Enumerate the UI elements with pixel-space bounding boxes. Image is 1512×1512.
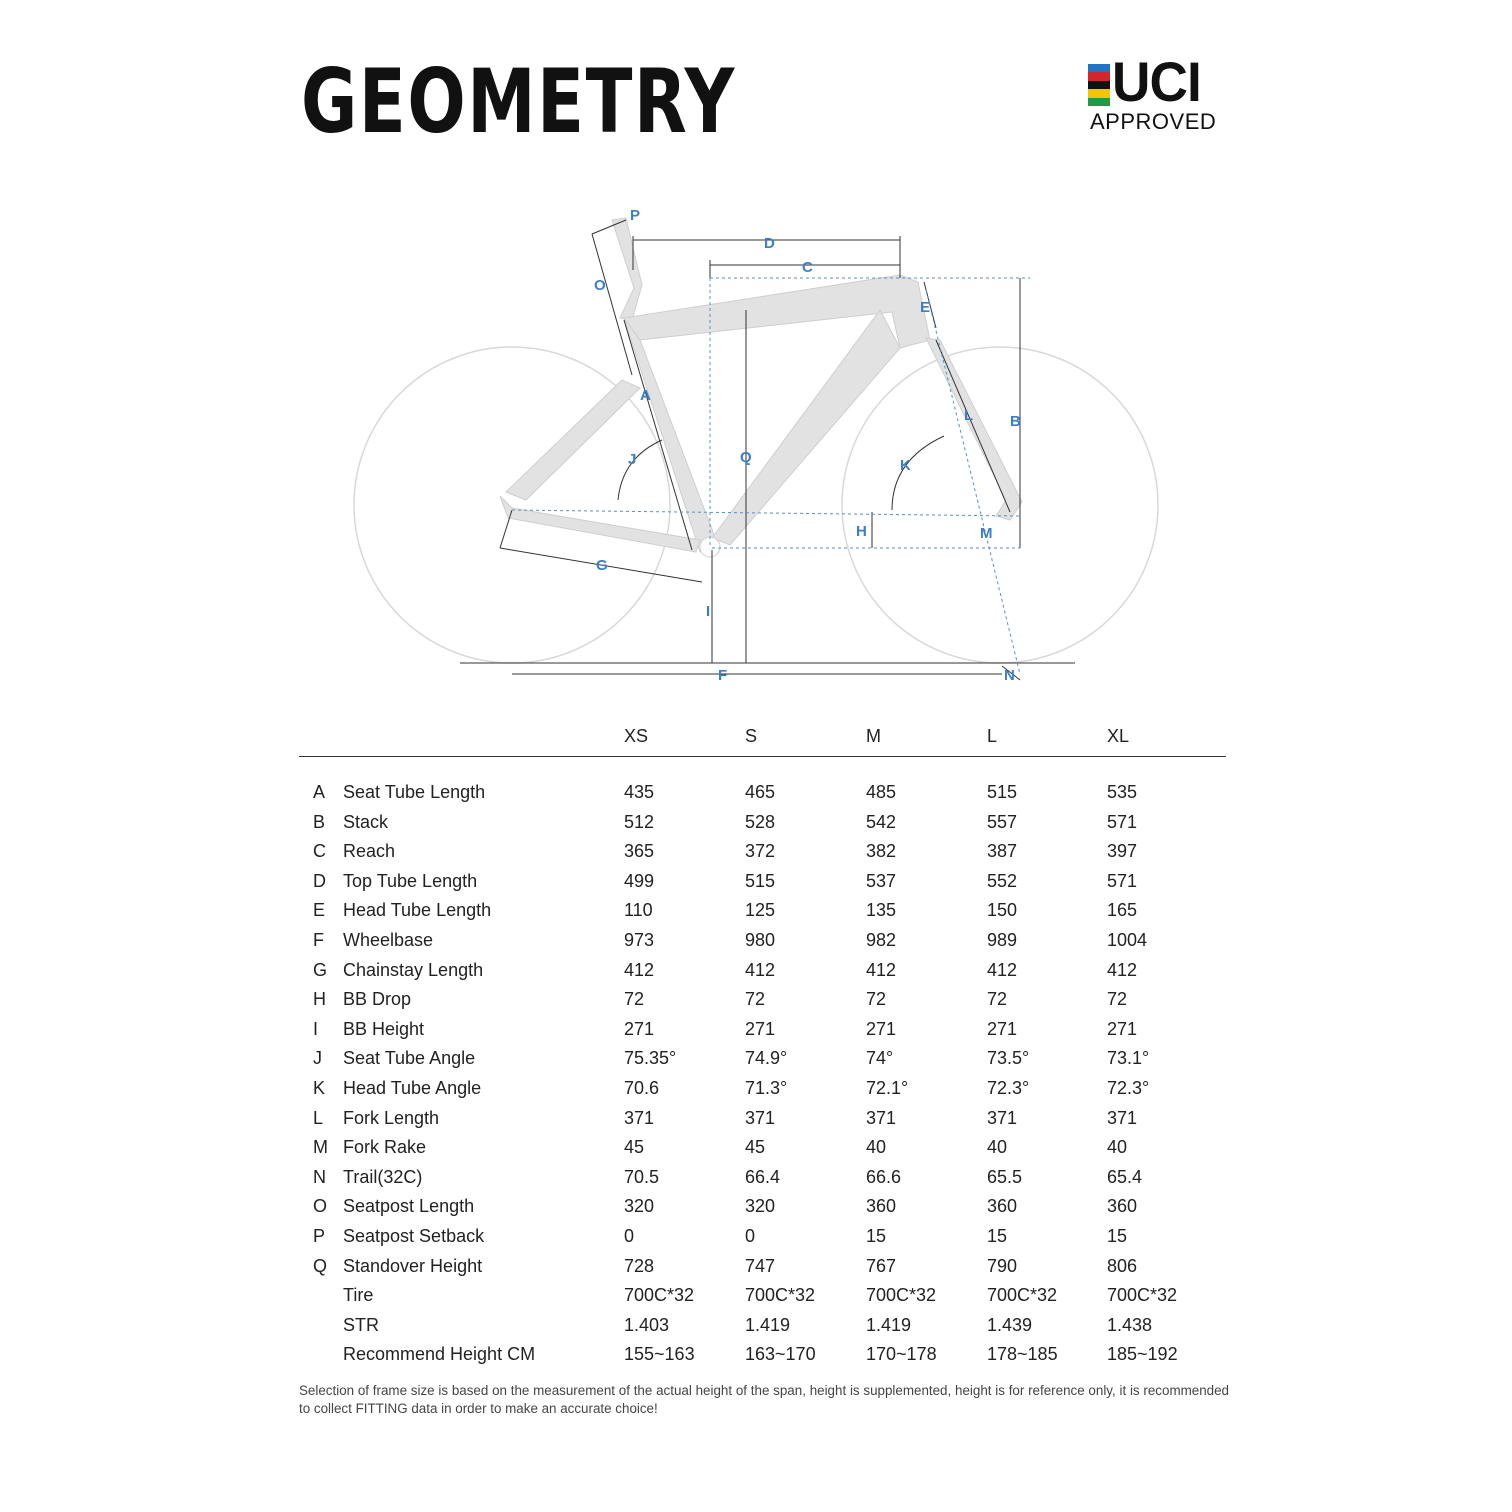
stripe — [1088, 98, 1110, 106]
row-letter: E — [313, 900, 326, 921]
rainbow-stripes-icon — [1088, 64, 1110, 106]
row-value: 360 — [987, 1196, 1018, 1217]
row-value: 40 — [866, 1137, 887, 1158]
table-row — [299, 1194, 1226, 1224]
table-row — [299, 1106, 1226, 1136]
row-name: Stack — [343, 811, 389, 832]
row-name: BB Drop — [343, 989, 412, 1010]
row-name: Recommend Height CM — [343, 1344, 536, 1365]
row-value: 320 — [745, 1196, 776, 1217]
page-title: GEOMETRY — [301, 50, 736, 153]
row-value: 700C*32 — [745, 1285, 816, 1306]
row-value: 40 — [1107, 1137, 1128, 1158]
row-name: Wheelbase — [343, 929, 434, 950]
row-value: 980 — [745, 929, 776, 950]
row-value: 170~178 — [866, 1344, 937, 1365]
row-value: 552 — [987, 870, 1018, 891]
table-row — [299, 987, 1226, 1017]
table-row — [299, 1135, 1226, 1165]
row-name: Top Tube Length — [343, 870, 478, 891]
row-value: 74° — [866, 1048, 894, 1069]
row-letter: I — [313, 1018, 319, 1039]
diagram-label-e: E — [920, 299, 931, 316]
row-value: 65.5 — [987, 1166, 1023, 1187]
row-value: 1.419 — [745, 1314, 791, 1335]
row-name: Trail(32C) — [343, 1166, 423, 1187]
row-value: 15 — [987, 1225, 1008, 1246]
row-letter: H — [313, 989, 326, 1010]
stripe — [1088, 64, 1110, 72]
row-value: 371 — [624, 1107, 655, 1128]
row-name: Seat Tube Angle — [343, 1048, 476, 1069]
row-letter: N — [313, 1166, 326, 1187]
row-value: 66.6 — [866, 1166, 902, 1187]
size-header-xl: XL — [1107, 726, 1130, 746]
row-value: 372 — [745, 841, 776, 862]
row-value: 165 — [1107, 900, 1138, 921]
diagram-label-p: P — [630, 207, 641, 224]
uci-logo-subtext: APPROVED — [1090, 109, 1217, 134]
row-value: 512 — [624, 811, 655, 832]
table-row — [299, 869, 1226, 899]
row-value: 125 — [745, 900, 776, 921]
row-letter: D — [313, 870, 326, 891]
row-value: 790 — [987, 1255, 1018, 1276]
row-letter: Q — [313, 1255, 328, 1276]
row-value: 982 — [866, 929, 897, 950]
row-value: 271 — [866, 1018, 897, 1039]
diagram-label-j: J — [628, 451, 637, 468]
row-value: 973 — [624, 929, 655, 950]
row-name: Seatpost Setback — [343, 1225, 485, 1246]
row-value: 365 — [624, 841, 655, 862]
uci-logo-text: UCI — [1112, 50, 1201, 113]
row-value: 387 — [987, 841, 1018, 862]
row-value: 557 — [987, 811, 1018, 832]
row-value: 1004 — [1107, 929, 1148, 950]
diagram-label-g: G — [596, 557, 608, 574]
row-value: 537 — [866, 870, 897, 891]
footnote: Selection of frame size is based on the measurement of the actual height of the span, height is supplemented, height is for reference only, it is recommended to collect FITTING data in order to make an accurate choice! — [299, 1383, 1229, 1416]
table-row — [299, 1046, 1226, 1076]
geometry-table — [299, 780, 1226, 1372]
row-value: 45 — [624, 1137, 645, 1158]
row-name: STR — [343, 1314, 379, 1335]
row-value: 72.3° — [987, 1077, 1030, 1098]
row-name: Standover Height — [343, 1255, 483, 1276]
row-value: 700C*32 — [866, 1285, 937, 1306]
row-value: 700C*32 — [624, 1285, 695, 1306]
table-row — [299, 780, 1226, 810]
row-value: 767 — [866, 1255, 897, 1276]
row-value: 15 — [866, 1225, 887, 1246]
row-value: 465 — [745, 782, 776, 802]
size-header-s: S — [745, 726, 758, 746]
row-value: 412 — [987, 959, 1018, 980]
row-letter: J — [313, 1048, 322, 1069]
row-value: 435 — [624, 782, 655, 802]
row-value: 1.438 — [1107, 1314, 1153, 1335]
row-value: 320 — [624, 1196, 655, 1217]
row-value: 485 — [866, 782, 897, 802]
row-value: 412 — [1107, 959, 1138, 980]
row-value: 412 — [624, 959, 655, 980]
row-value: 371 — [866, 1107, 897, 1128]
table-row — [299, 1224, 1226, 1254]
table-row — [299, 810, 1226, 840]
row-value: 371 — [1107, 1107, 1138, 1128]
stripe — [1088, 89, 1110, 97]
row-value: 135 — [866, 900, 897, 921]
table-row — [299, 928, 1226, 958]
row-value: 360 — [866, 1196, 897, 1217]
diagram-label-q: Q — [740, 449, 752, 466]
table-row — [299, 1165, 1226, 1195]
row-value: 360 — [1107, 1196, 1138, 1217]
table-row — [299, 1076, 1226, 1106]
row-name: Fork Length — [343, 1107, 440, 1128]
row-letter: L — [313, 1107, 324, 1128]
table-row — [299, 1017, 1226, 1047]
row-value: 499 — [624, 870, 655, 891]
row-value: 72 — [987, 989, 1008, 1010]
row-value: 15 — [1107, 1225, 1128, 1246]
diagram-label-m: M — [980, 525, 993, 542]
table-row — [299, 1342, 1226, 1372]
row-letter: P — [313, 1225, 326, 1246]
row-letter: C — [313, 841, 326, 862]
row-value: 271 — [987, 1018, 1018, 1039]
row-value: 382 — [866, 841, 897, 862]
row-value: 163~170 — [745, 1344, 816, 1365]
row-value: 72 — [624, 989, 645, 1010]
row-value: 535 — [1107, 782, 1138, 802]
row-value: 515 — [987, 782, 1018, 802]
diagram-label-o: O — [594, 277, 606, 294]
row-value: 150 — [987, 900, 1018, 921]
row-letter: B — [313, 811, 326, 832]
row-name: Fork Rake — [343, 1137, 427, 1158]
row-value: 73.5° — [987, 1048, 1030, 1069]
row-value: 70.5 — [624, 1166, 660, 1187]
row-value: 397 — [1107, 841, 1138, 862]
row-name: Reach — [343, 841, 396, 862]
row-value: 412 — [745, 959, 776, 980]
table-row — [299, 1313, 1226, 1343]
row-value: 747 — [745, 1255, 776, 1276]
table-row — [299, 1283, 1226, 1313]
row-value: 71.3° — [745, 1077, 788, 1098]
row-value: 72 — [1107, 989, 1128, 1010]
bike-frame — [500, 218, 1022, 557]
row-value: 571 — [1107, 811, 1138, 832]
row-value: 0 — [624, 1225, 635, 1246]
diagram-label-l: L — [964, 407, 974, 424]
uci-approved-logo — [1088, 50, 1228, 136]
row-name: Seat Tube Length — [343, 782, 486, 802]
stripe — [1088, 81, 1110, 89]
row-name: Chainstay Length — [343, 959, 484, 980]
row-value: 65.4 — [1107, 1166, 1143, 1187]
row-value: 1.419 — [866, 1314, 912, 1335]
row-letter: K — [313, 1077, 326, 1098]
row-value: 185~192 — [1107, 1344, 1178, 1365]
row-value: 1.439 — [987, 1314, 1033, 1335]
row-value: 542 — [866, 811, 897, 832]
diagram-label-a: A — [640, 387, 651, 404]
diagram-label-h: H — [856, 523, 867, 540]
size-header-m: M — [866, 726, 881, 746]
row-value: 40 — [987, 1137, 1008, 1158]
row-value: 806 — [1107, 1255, 1138, 1276]
stripe — [1088, 72, 1110, 80]
row-value: 74.9° — [745, 1048, 788, 1069]
row-value: 371 — [745, 1107, 776, 1128]
diagram-label-k: K — [900, 457, 911, 474]
row-letter: F — [313, 929, 324, 950]
row-value: 73.1° — [1107, 1048, 1150, 1069]
row-name: Head Tube Length — [343, 900, 492, 921]
row-value: 271 — [745, 1018, 776, 1039]
row-name: Tire — [343, 1285, 374, 1306]
row-value: 70.6 — [624, 1077, 660, 1098]
row-value: 1.403 — [624, 1314, 670, 1335]
row-value: 72.1° — [866, 1077, 909, 1098]
row-value: 75.35° — [624, 1048, 677, 1069]
row-letter: A — [313, 782, 326, 802]
table-row — [299, 958, 1226, 988]
diagram-label-n: N — [1004, 667, 1015, 684]
diagram-label-i: I — [706, 603, 711, 620]
row-value: 412 — [866, 959, 897, 980]
row-value: 700C*32 — [1107, 1285, 1178, 1306]
row-value: 700C*32 — [987, 1285, 1058, 1306]
row-letter: M — [313, 1137, 328, 1158]
row-name: Seatpost Length — [343, 1196, 475, 1217]
row-letter: O — [313, 1196, 328, 1217]
front-wheel — [842, 347, 1158, 663]
row-value: 72.3° — [1107, 1077, 1150, 1098]
table-row — [299, 1254, 1226, 1284]
diagram-label-f: F — [718, 667, 728, 684]
diagram-label-b: B — [1010, 413, 1021, 430]
row-value: 155~163 — [624, 1344, 695, 1365]
size-header-l: L — [987, 726, 998, 746]
row-value: 515 — [745, 870, 776, 891]
row-value: 271 — [1107, 1018, 1138, 1039]
table-header — [299, 722, 1226, 757]
diagram-label-c: C — [802, 259, 813, 276]
row-value: 72 — [866, 989, 887, 1010]
row-letter: G — [313, 959, 328, 980]
row-value: 110 — [624, 900, 653, 921]
row-name: BB Height — [343, 1018, 425, 1039]
row-value: 66.4 — [745, 1166, 781, 1187]
row-value: 728 — [624, 1255, 655, 1276]
row-value: 45 — [745, 1137, 766, 1158]
table-row — [299, 898, 1226, 928]
row-name: Head Tube Angle — [343, 1077, 482, 1098]
row-value: 271 — [624, 1018, 655, 1039]
table-row — [299, 839, 1226, 869]
row-value: 0 — [745, 1225, 756, 1246]
row-value: 72 — [745, 989, 766, 1010]
row-value: 989 — [987, 929, 1018, 950]
size-header-xs: XS — [624, 726, 649, 746]
row-value: 528 — [745, 811, 776, 832]
geometry-diagram — [340, 200, 1190, 700]
row-value: 371 — [987, 1107, 1018, 1128]
row-value: 571 — [1107, 870, 1138, 891]
row-value: 178~185 — [987, 1344, 1058, 1365]
diagram-label-d: D — [764, 235, 775, 252]
